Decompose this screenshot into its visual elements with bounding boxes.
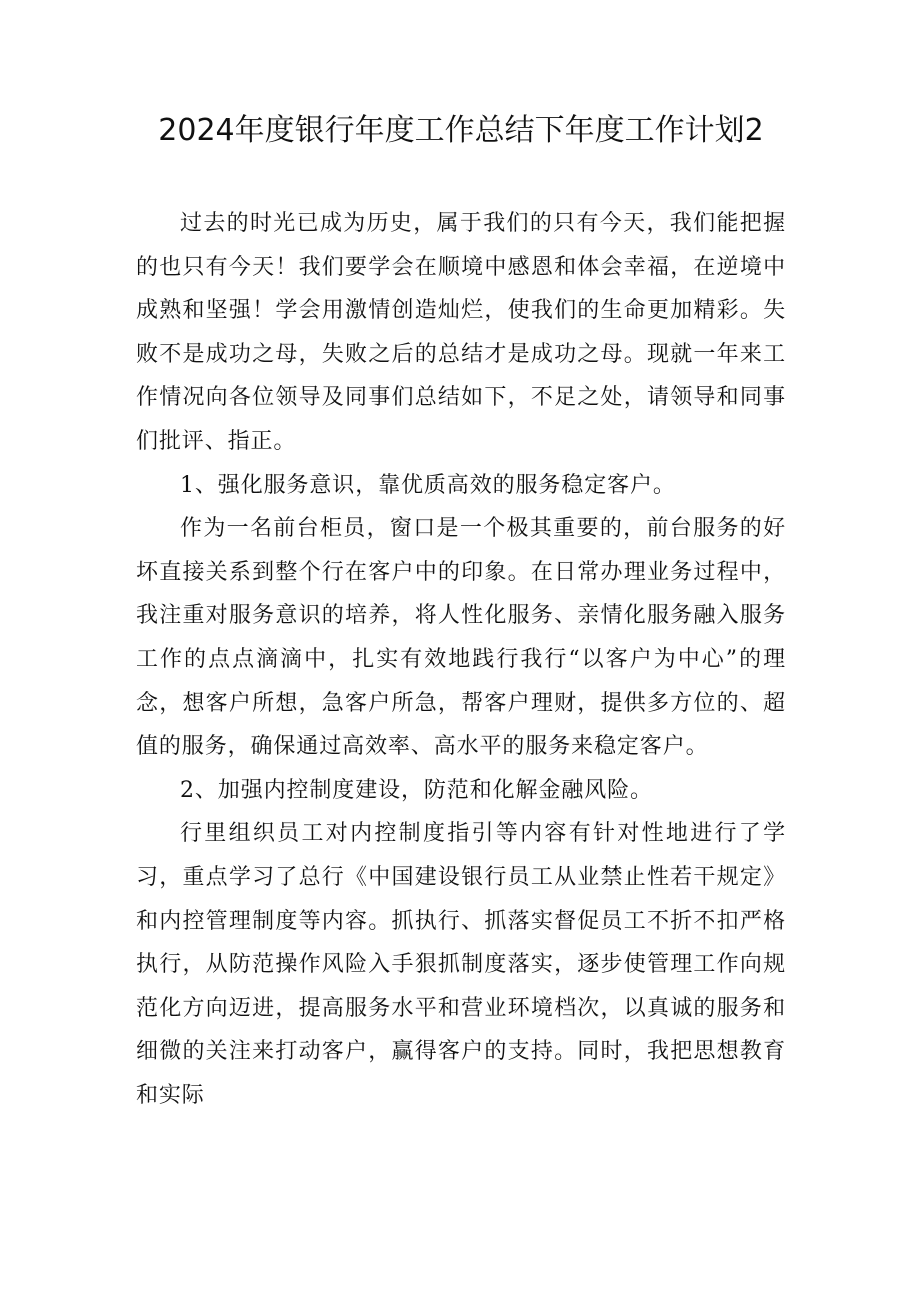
document-title: 2024年度银行年度工作总结下年度工作计划2 [158,113,764,148]
paragraph-intro: 过去的时光已成为历史，属于我们的只有今天，我们能把握的也只有今天！我们要学会在顺境中感恩和体会幸福，在逆境中成熟和坚强！学会用激情创造灿烂，使我们的生命更加精彩。失败不是成功之母，失败之后的总结才是成功之母。现就一年来工作情况向各位领导及同事们总结如下，不足之处，请领导和同事们批评、指正。 [136,211,786,454]
paragraph-heading-1: 1、强化服务意识，靠优质高效的服务稳定客户。 [180,472,676,498]
document-body [136,202,786,1117]
paragraph-service: 作为一名前台柜员，窗口是一个极其重要的，前台服务的好坏直接关系到整个行在客户中的印象。在日常办理业务过程中，我注重对服务意识的培养，将人性化服务、亲情化服务融入服务工作的点点滴滴中，扎实有效地践行我行“以客户为中心”的理念，想客户所想，急客户所急，帮客户理财，提供多方位的、超值的服务，确保通过高效率、高水平的服务来稳定客户。 [136,516,786,760]
paragraph-internal-control: 行里组织员工对内控制度指引等内容有针对性地进行了学习，重点学习了总行《中国建设银行员工从业禁止性若干规定》和内控管理制度等内容。抓执行、抓落实督促员工不折不扣严格执行，从防范操作风险入手狠抓制度落实，逐步使管理工作向规范化方向迈进，提高服务水平和营业环境档次，以真诚的服务和细微的关注来打动客户，赢得客户的支持。同时，我把思想教育和实际 [136,821,786,1108]
paragraph-heading-2: 2、加强内控制度建设，防范和化解金融风险。 [180,777,653,803]
